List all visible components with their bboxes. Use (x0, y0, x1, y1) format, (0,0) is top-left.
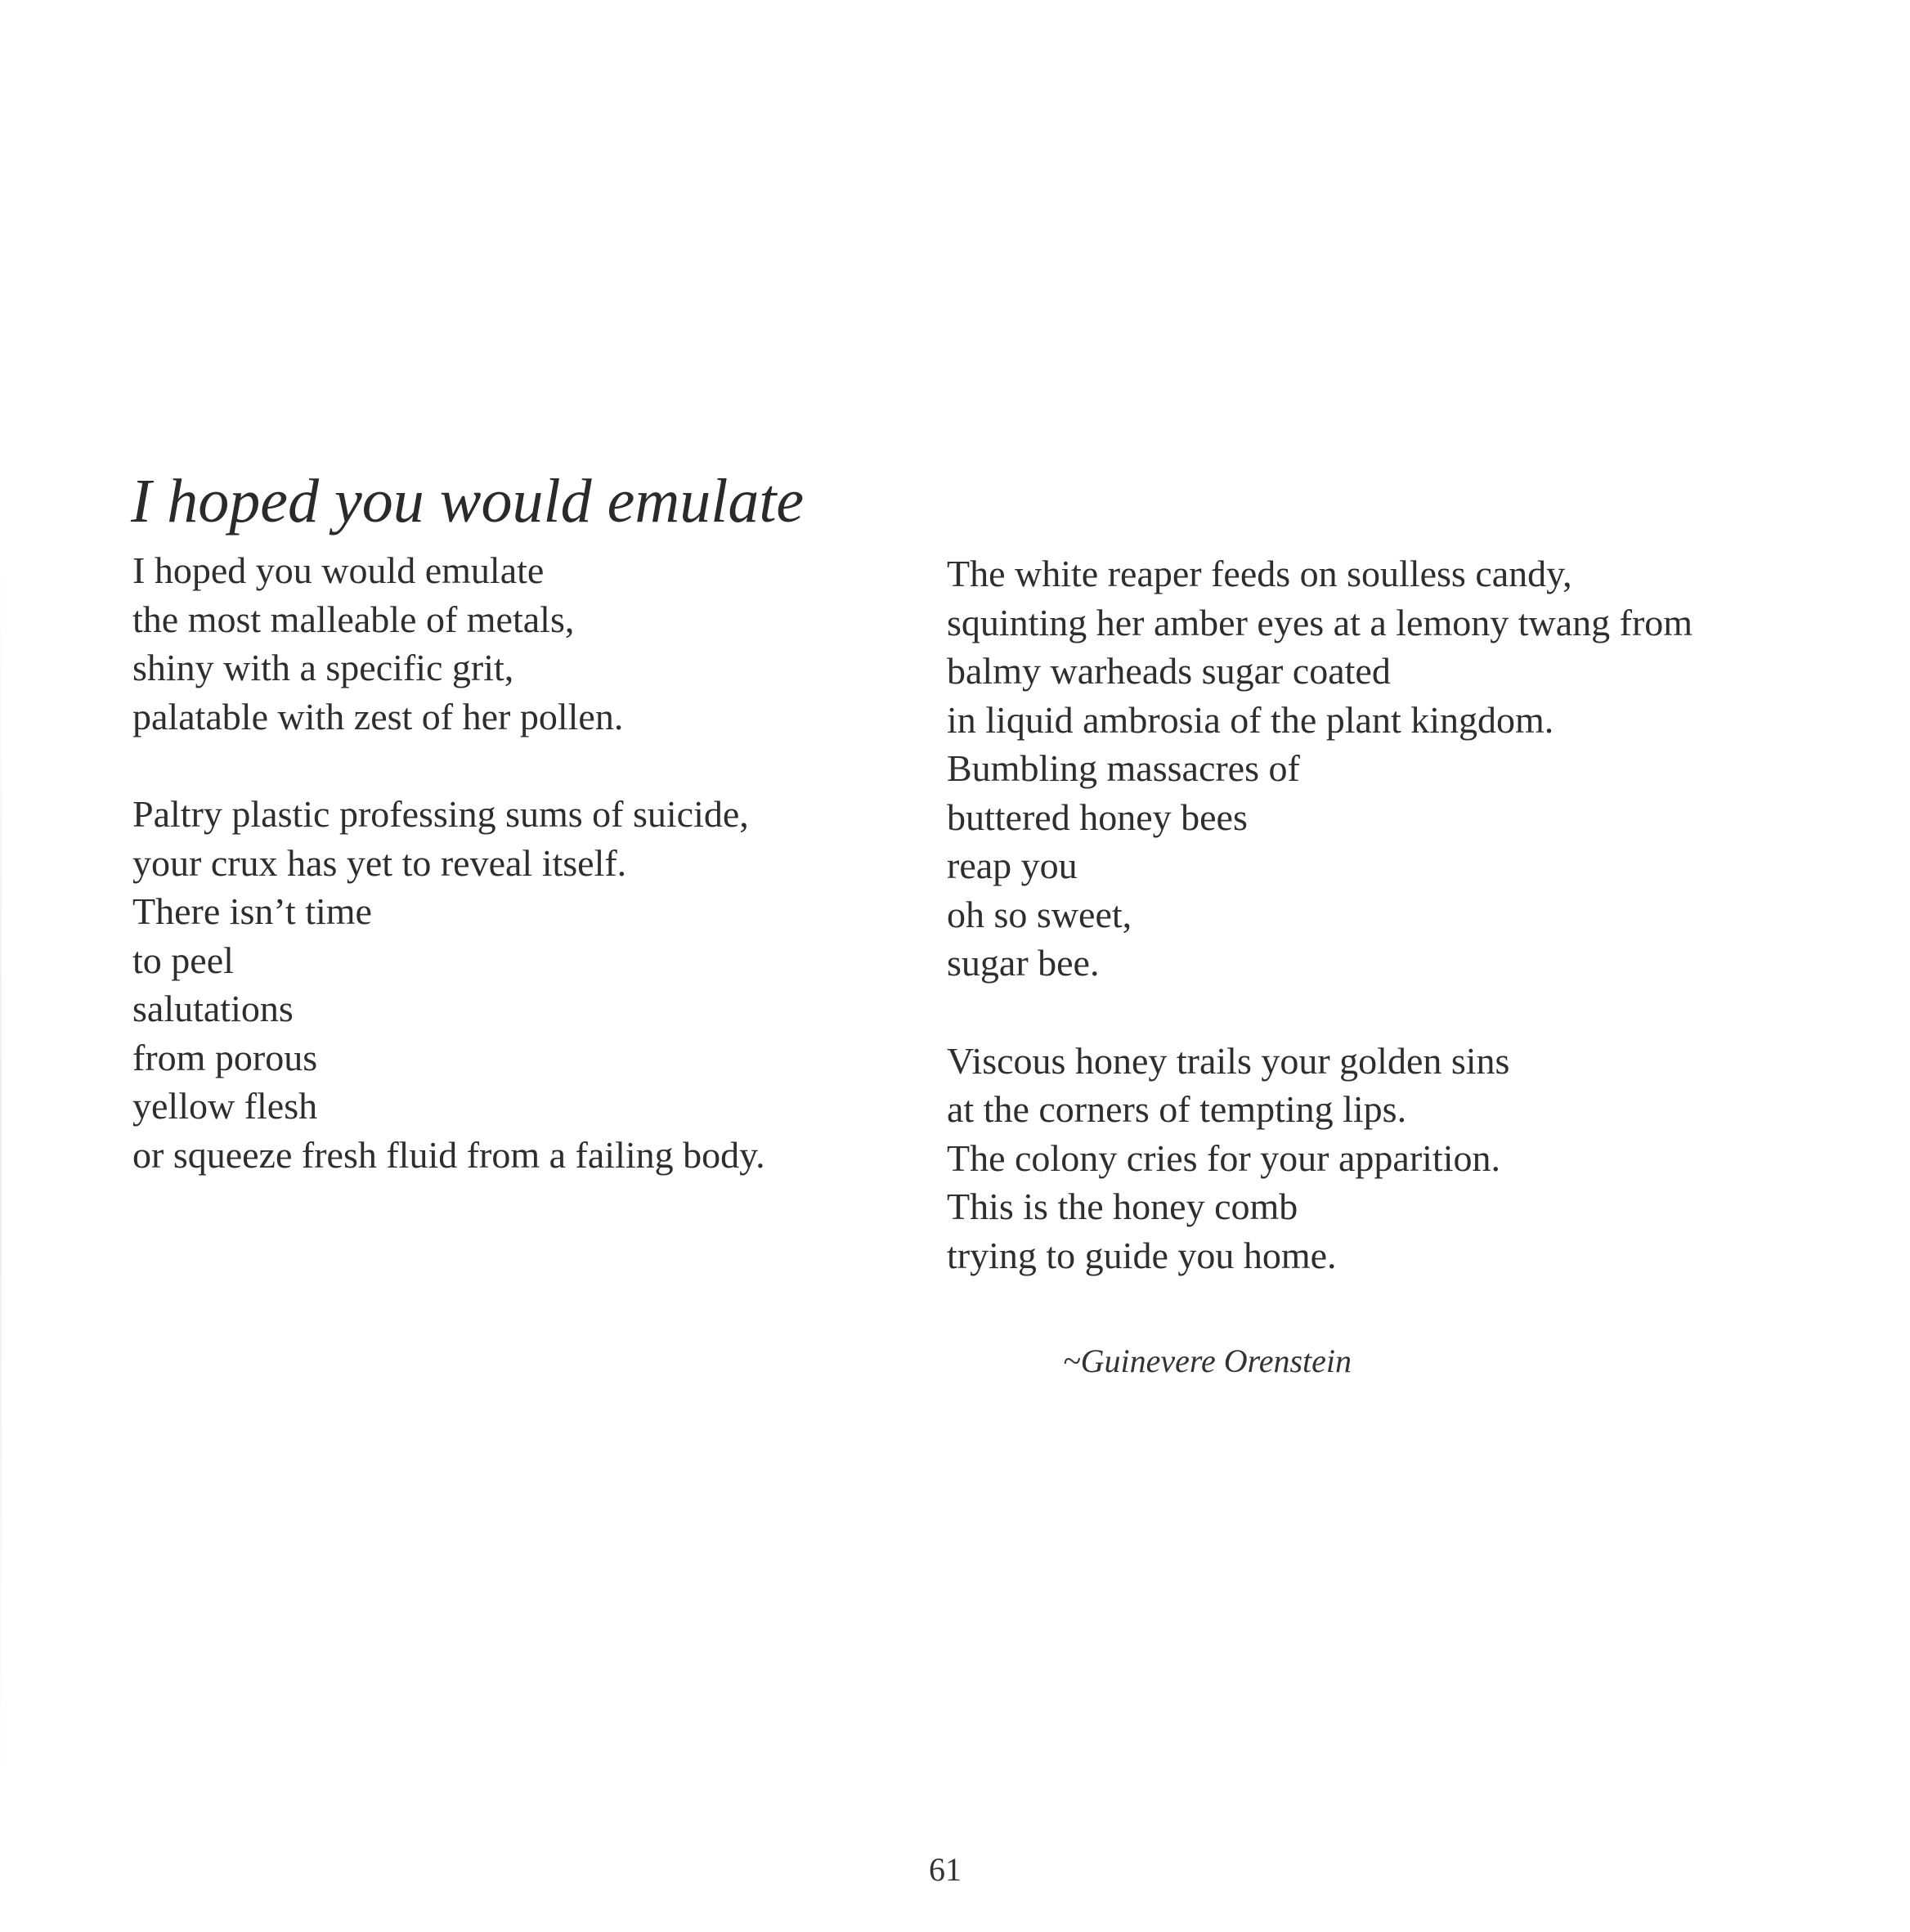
poem-line: your crux has yet to reveal itself. (132, 841, 627, 884)
poem-line: salutations (132, 988, 294, 1029)
poem-line: or squeeze fresh fluid from a failing body. (132, 1133, 765, 1176)
poem-line: squinting her amber eyes at a lemony twang from (947, 601, 1693, 643)
poem-line: There isn’t time (132, 890, 372, 932)
poem-line: the most malleable of metals, (132, 598, 575, 640)
poem-line: from porous (132, 1036, 318, 1078)
poem-line: trying to guide you home. (947, 1234, 1337, 1276)
stanza (132, 546, 765, 741)
poem-line: The white reaper feeds on soulless candy, (947, 553, 1572, 594)
poem-line: palatable with zest of her pollen. (132, 695, 624, 737)
page-number: 61 (929, 1851, 962, 1888)
poem-title: I hoped you would emulate (131, 467, 805, 536)
poem-line: Paltry plastic professing sums of suicide, (132, 793, 749, 835)
poem-line: reap you (947, 845, 1078, 886)
poem-line: in liquid ambrosia of the plant kingdom. (947, 698, 1554, 741)
poem-line: to peel (132, 939, 234, 981)
author-signature: ~Guinevere Orenstein (1063, 1343, 1352, 1379)
poem-right-column (947, 549, 1693, 1280)
poem-line: at the corners of tempting lips. (947, 1088, 1407, 1130)
poem-left-column (132, 546, 765, 1179)
poem-line: This is the honey comb (947, 1186, 1298, 1227)
stanza (132, 790, 765, 1179)
poem-line: shiny with a specific grit, (132, 647, 514, 688)
poem-line: buttered honey bees (947, 796, 1248, 838)
poem-line: Viscous honey trails your golden sins (947, 1039, 1510, 1082)
poem-line: I hoped you would emulate (132, 549, 545, 591)
page-edge-shadow (0, 556, 2, 1782)
poem-line: yellow flesh (132, 1085, 318, 1127)
stanza (947, 549, 1693, 988)
poem-line: sugar bee. (947, 942, 1100, 984)
poem-line: Bumbling massacres of (947, 747, 1300, 789)
stanza (947, 1037, 1693, 1280)
poem-line: oh so sweet, (947, 893, 1132, 935)
poem-line: balmy warheads sugar coated (947, 650, 1391, 692)
poem-line: The colony cries for your apparition. (947, 1136, 1500, 1179)
